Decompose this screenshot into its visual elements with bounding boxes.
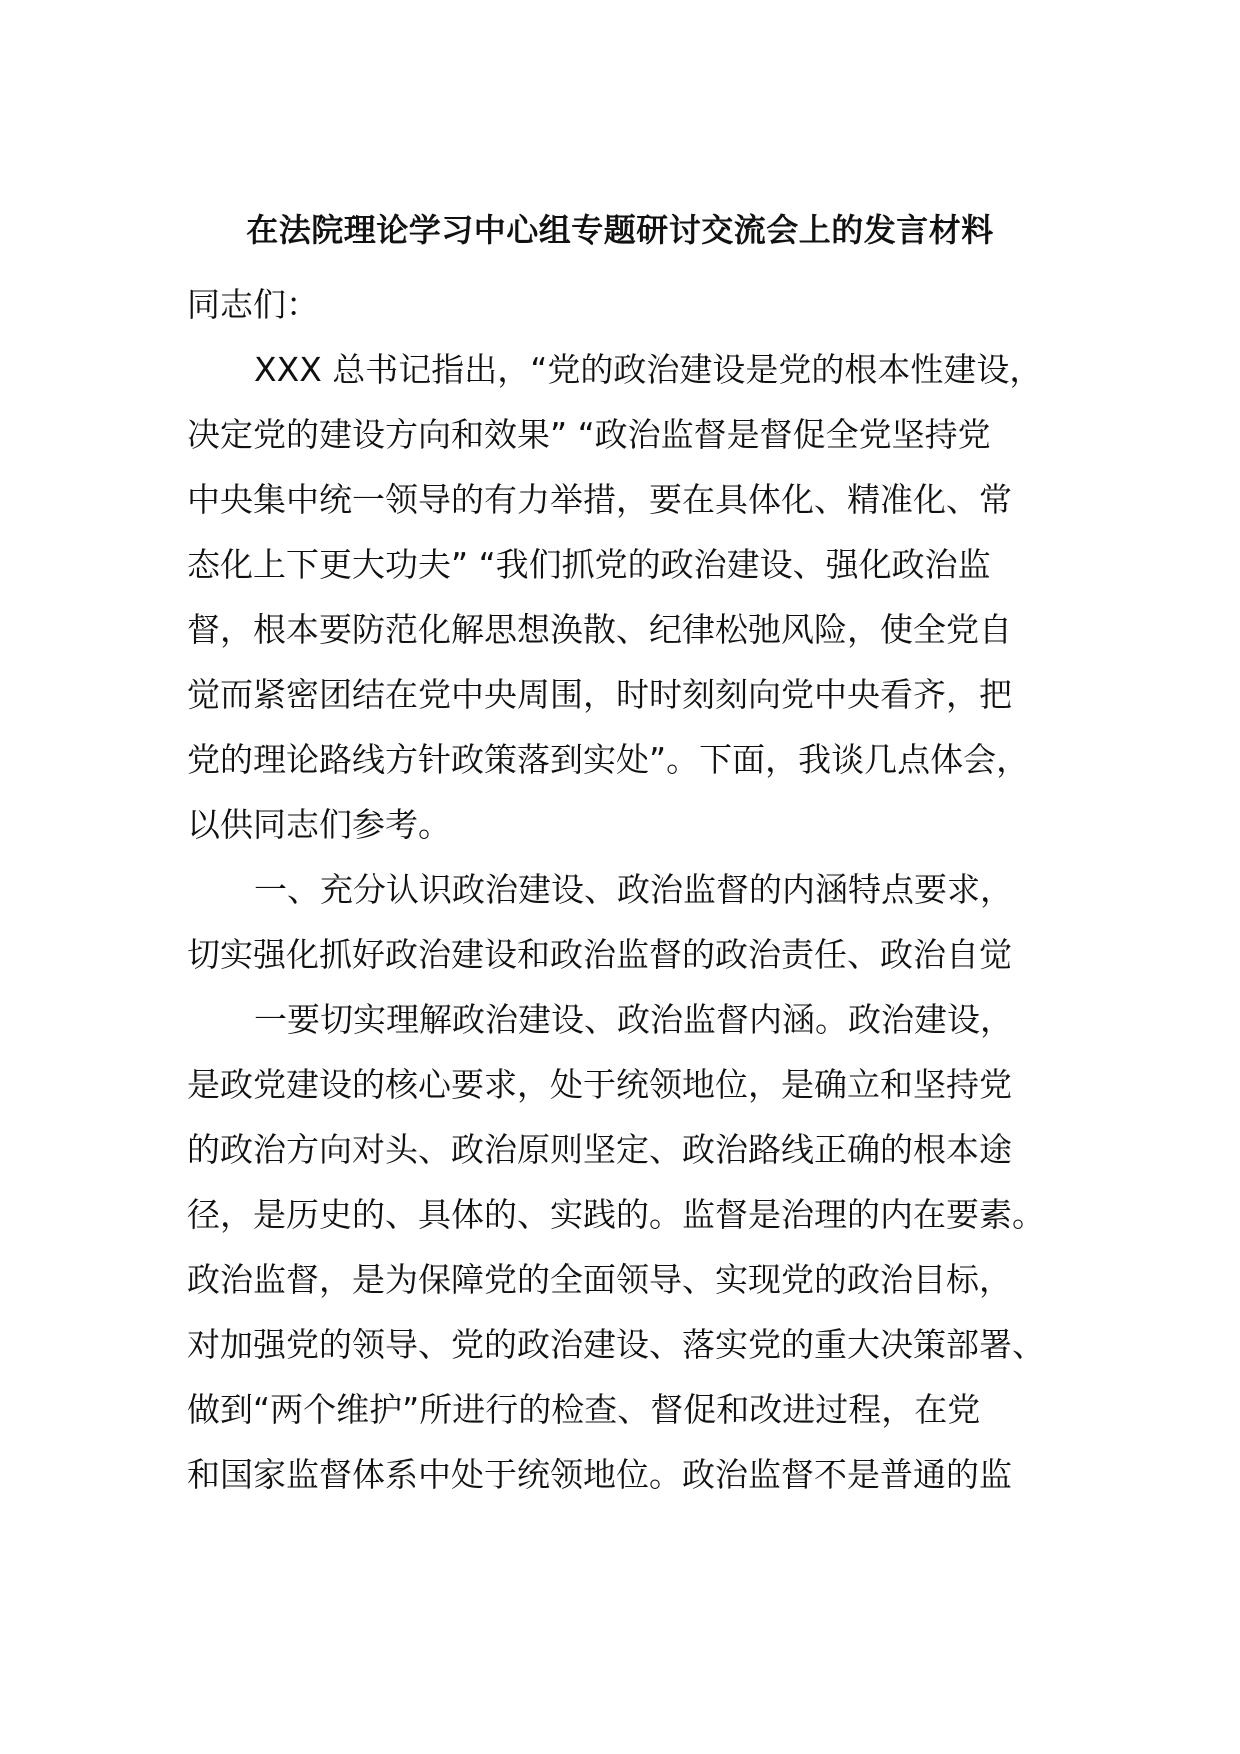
text-line: 和国家监督体系中处于统领地位。政治监督不是普通的监 (187, 1455, 1012, 1494)
text-line: 态化上下更大功夫” “我们抓党的政治建设、强化政治监 (187, 545, 991, 584)
text-line: 径，是历史的、具体的、实践的。监督是治理的内在要素。 (187, 1195, 1045, 1234)
text-line: 以供同志们参考。 (187, 805, 451, 844)
text-line: 一要切实理解政治建设、政治监督内涵。政治建设， (254, 1000, 1013, 1039)
text-line: 一、充分认识政治建设、政治监督的内涵特点要求， (254, 870, 1013, 909)
document-title: 在法院理论学习中心组专题研讨交流会上的发言材料 (246, 211, 994, 249)
text-line: 切实强化抓好政治建设和政治监督的政治责任、政治自觉 (187, 935, 1012, 974)
text-line: 党的理论路线方针政策落到实处”。下面，我谈几点体会， (187, 740, 1030, 779)
text-line: 的政治方向对头、政治原则坚定、政治路线正确的根本途 (187, 1130, 1012, 1169)
text-line: 同志们： (187, 285, 319, 324)
text-line: 对加强党的领导、党的政治建设、落实党的重大决策部署、 (187, 1325, 1045, 1364)
text-line: 是政党建设的核心要求，处于统领地位，是确立和坚持党 (187, 1065, 1012, 1104)
document-body (187, 272, 1067, 1507)
text-line: 决定党的建设方向和效果” “政治监督是督促全党坚持党 (187, 415, 991, 454)
text-line: 做到“两个维护”所进行的检查、督促和改进过程，在党 (187, 1390, 981, 1429)
text-line: 觉而紧密团结在党中央周围，时时刻刻向党中央看齐，把 (187, 675, 1012, 714)
text-line: XXX 总书记指出，“党的政治建设是党的根本性建设， (254, 350, 1043, 389)
text-line: 政治监督，是为保障党的全面领导、实现党的政治目标， (187, 1260, 1012, 1299)
text-line: 中央集中统一领导的有力举措，要在具体化、精准化、常 (187, 480, 1012, 519)
text-line: 督，根本要防范化解思想涣散、纪律松弛风险，使全党自 (187, 610, 1012, 649)
